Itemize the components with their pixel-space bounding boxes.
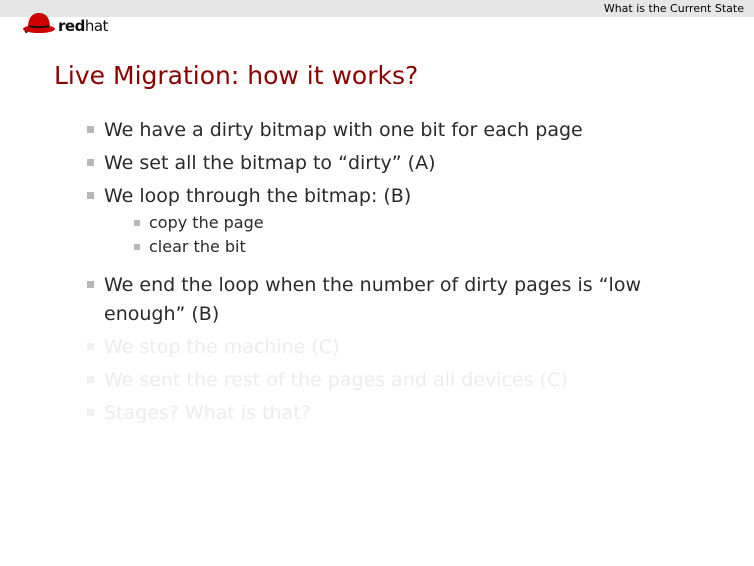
logo-wordmark: redhat: [58, 17, 108, 35]
bullet-marker: [87, 192, 94, 199]
bullet-marker: [87, 126, 94, 133]
bullet-text: We loop through the bitmap: (B): [104, 185, 412, 207]
bullet-list: [86, 116, 686, 428]
redhat-logo: [22, 9, 108, 37]
sub-bullet-text: copy the page: [149, 213, 264, 232]
bullet-marker: [87, 343, 94, 350]
redhat-hat-icon: [22, 10, 56, 36]
bullet-text: We stop the machine (C): [104, 336, 340, 358]
header-bar: [0, 0, 754, 17]
section-title: What is the Current State: [603, 2, 744, 15]
bullet-item: [86, 116, 686, 145]
bullet-item-faded: [86, 333, 686, 362]
sub-bullet-text: clear the bit: [149, 237, 246, 256]
sub-bullet-item: [86, 235, 686, 259]
bullet-marker: [87, 159, 94, 166]
bullet-item-faded: [86, 399, 686, 428]
sub-bullet-item: [86, 211, 686, 235]
sub-bullet-marker: [134, 244, 140, 250]
bullet-text: Stages? What is that?: [104, 402, 311, 424]
bullet-item: [86, 271, 686, 329]
bullet-item: [86, 182, 686, 211]
bullet-text: We sent the rest of the pages and all devices (C): [104, 369, 568, 391]
bullet-marker: [87, 376, 94, 383]
bullet-text: We set all the bitmap to “dirty” (A): [104, 152, 436, 174]
bullet-marker: [87, 281, 94, 288]
bullet-text: We end the loop when the number of dirty pages is “low enough” (B): [104, 274, 641, 325]
slide-title: Live Migration: how it works?: [54, 61, 419, 90]
bullet-marker: [87, 409, 94, 416]
bullet-item-faded: [86, 366, 686, 395]
sub-bullet-marker: [134, 220, 140, 226]
bullet-text: We have a dirty bitmap with one bit for each page: [104, 119, 583, 141]
bullet-item: [86, 149, 686, 178]
